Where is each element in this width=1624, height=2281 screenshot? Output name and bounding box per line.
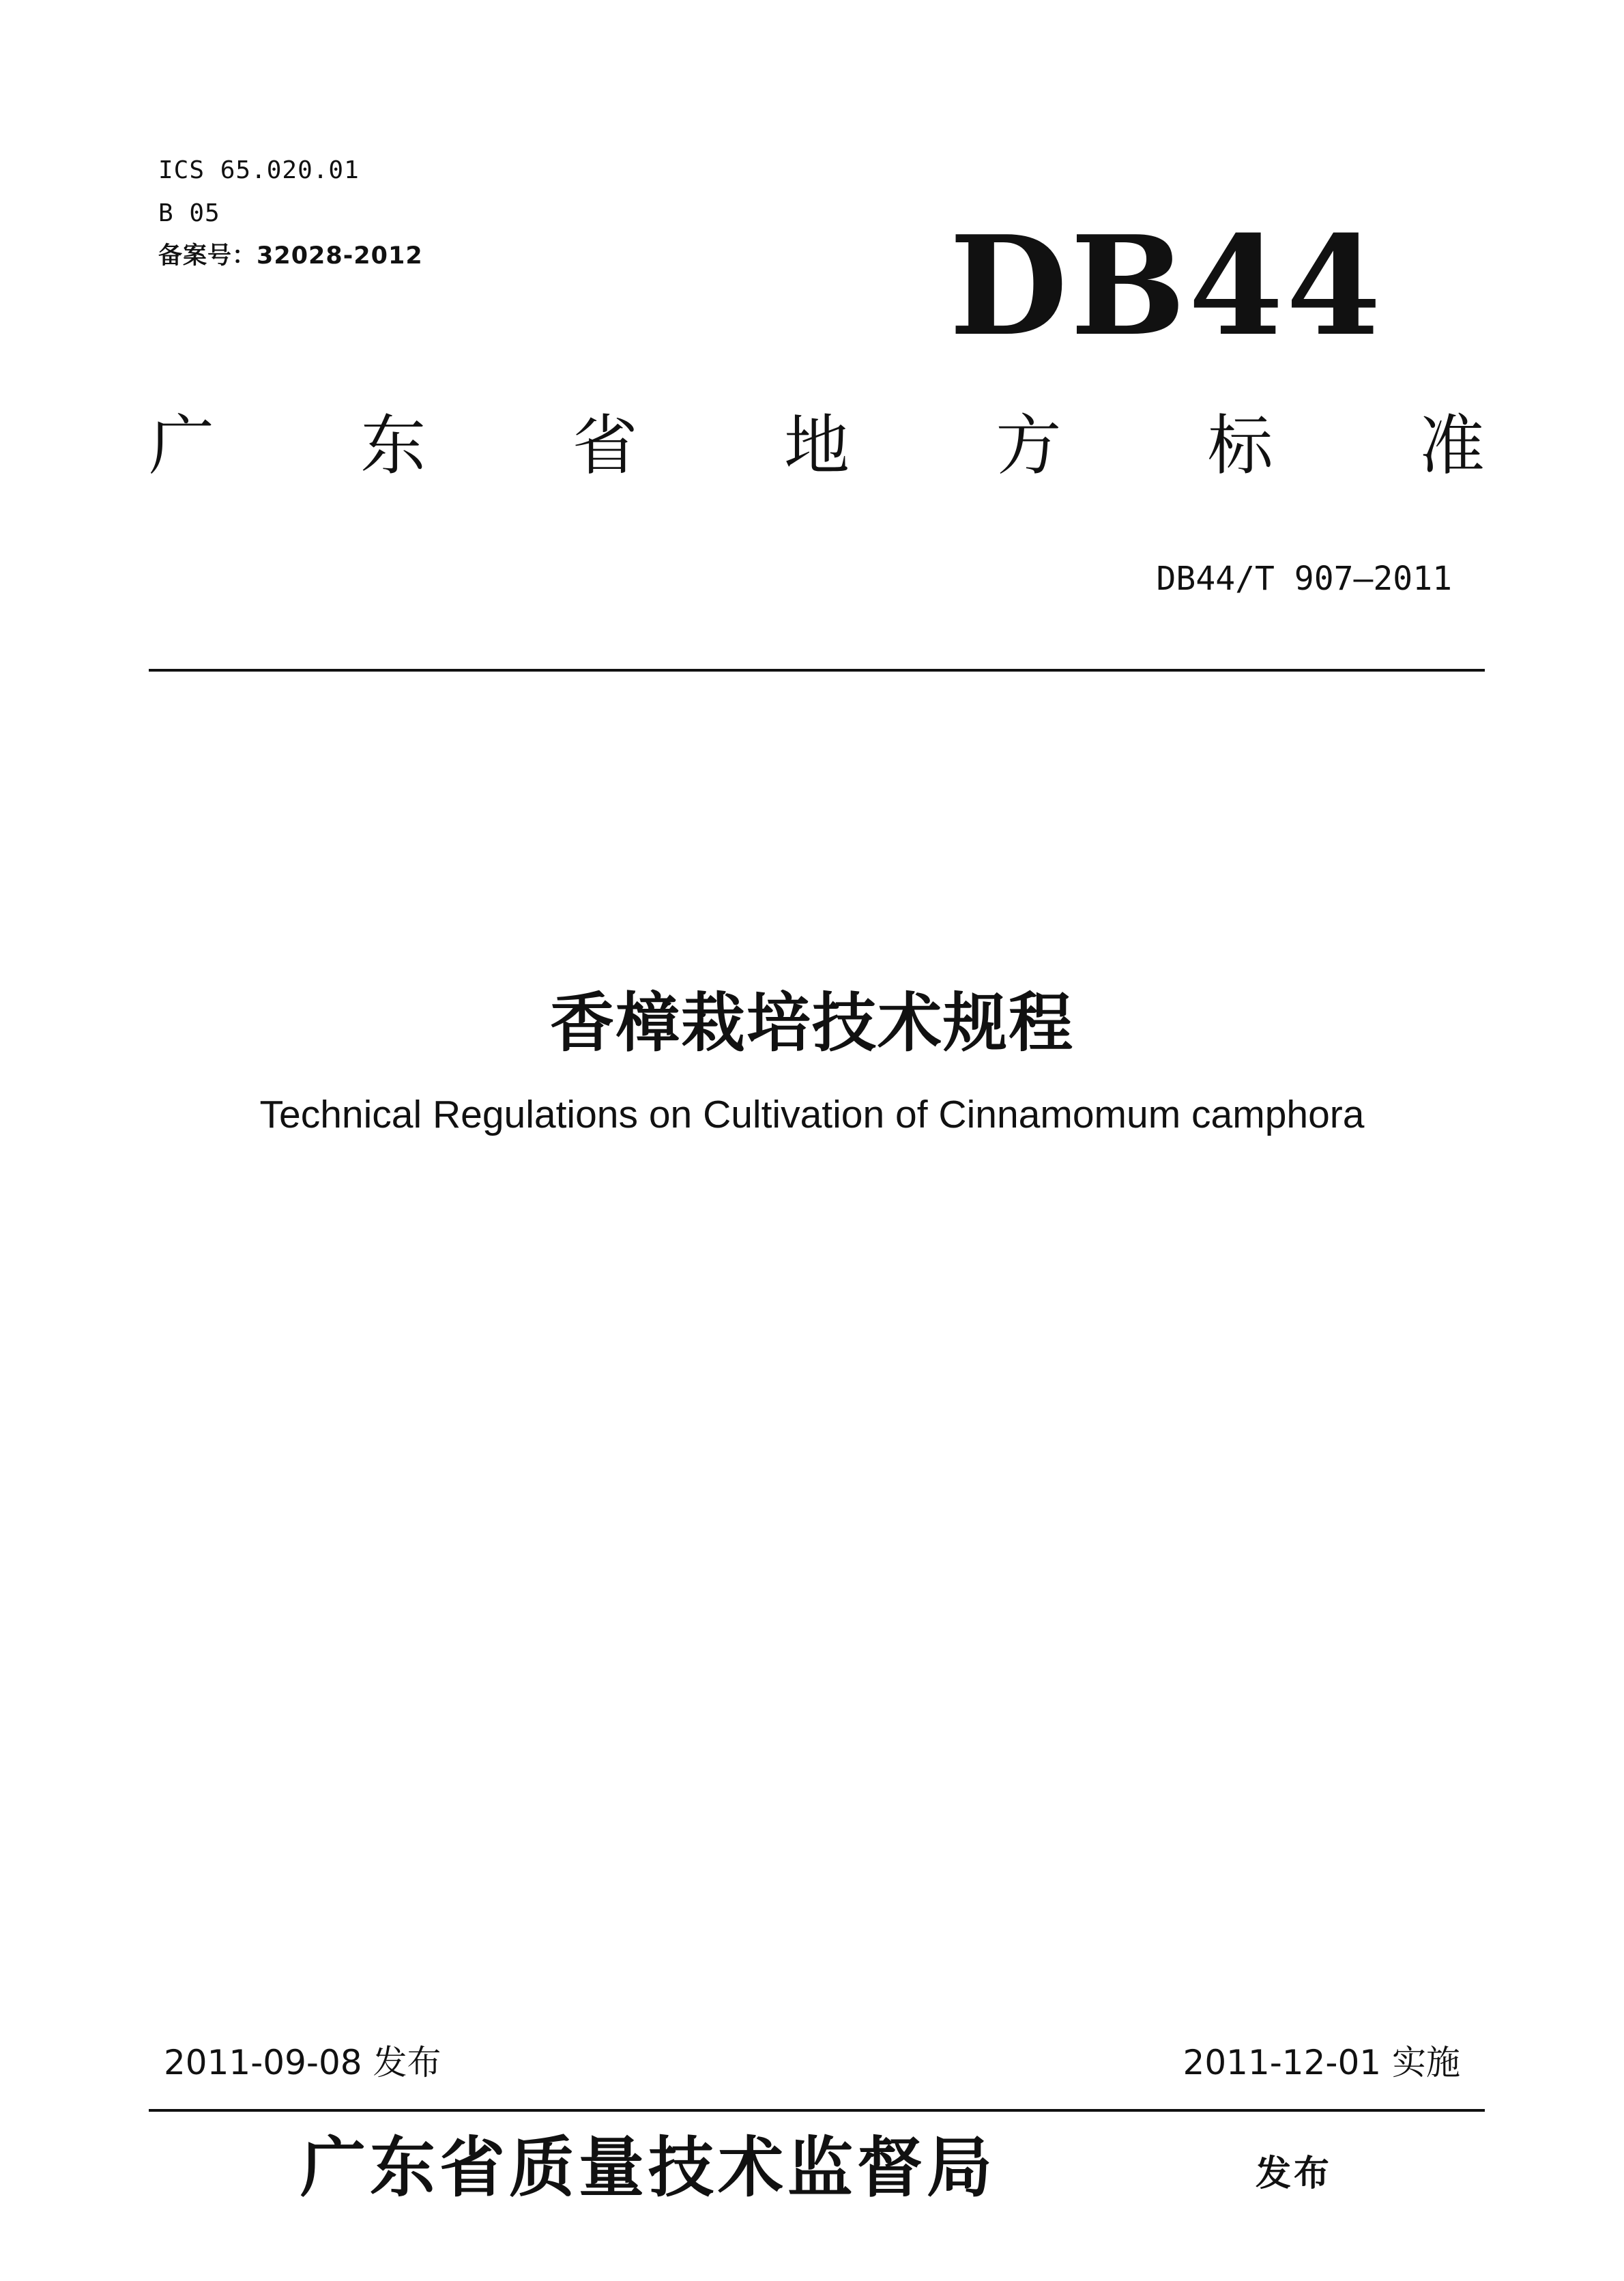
category-char: 省 [572,407,638,484]
effective-date: 2011-12-01 实施 [1183,2043,1460,2082]
category-char: 广 [149,407,214,484]
standard-category [149,408,1485,483]
record-number: 备案号：32028-2012 [158,242,423,270]
category-char: 标 [1207,407,1273,484]
footer-divider [149,2109,1485,2112]
header-divider [149,669,1485,672]
issuer-action-label: 发布 [1256,2153,1333,2194]
standard-code-logo: DB44 [949,206,1384,367]
document-metadata [158,149,423,278]
ics-code: ICS 65.020.01 [158,156,360,184]
issue-date: 2011-09-08 发布 [164,2043,441,2082]
classification-code: B 05 [158,199,220,227]
issuing-authority: 广东省质量技术监督局 [300,2129,996,2206]
category-char: 方 [996,407,1062,484]
category-char: 东 [360,407,426,484]
standard-number: DB44/T 907—2011 [1156,560,1452,598]
document-title-zh: 香樟栽培技术规程 [549,986,1074,1061]
document-title-en: Technical Regulations on Cultivation of Cinnamomum camphora [259,1093,1365,1136]
category-char: 地 [783,407,850,484]
category-char: 准 [1419,407,1485,484]
